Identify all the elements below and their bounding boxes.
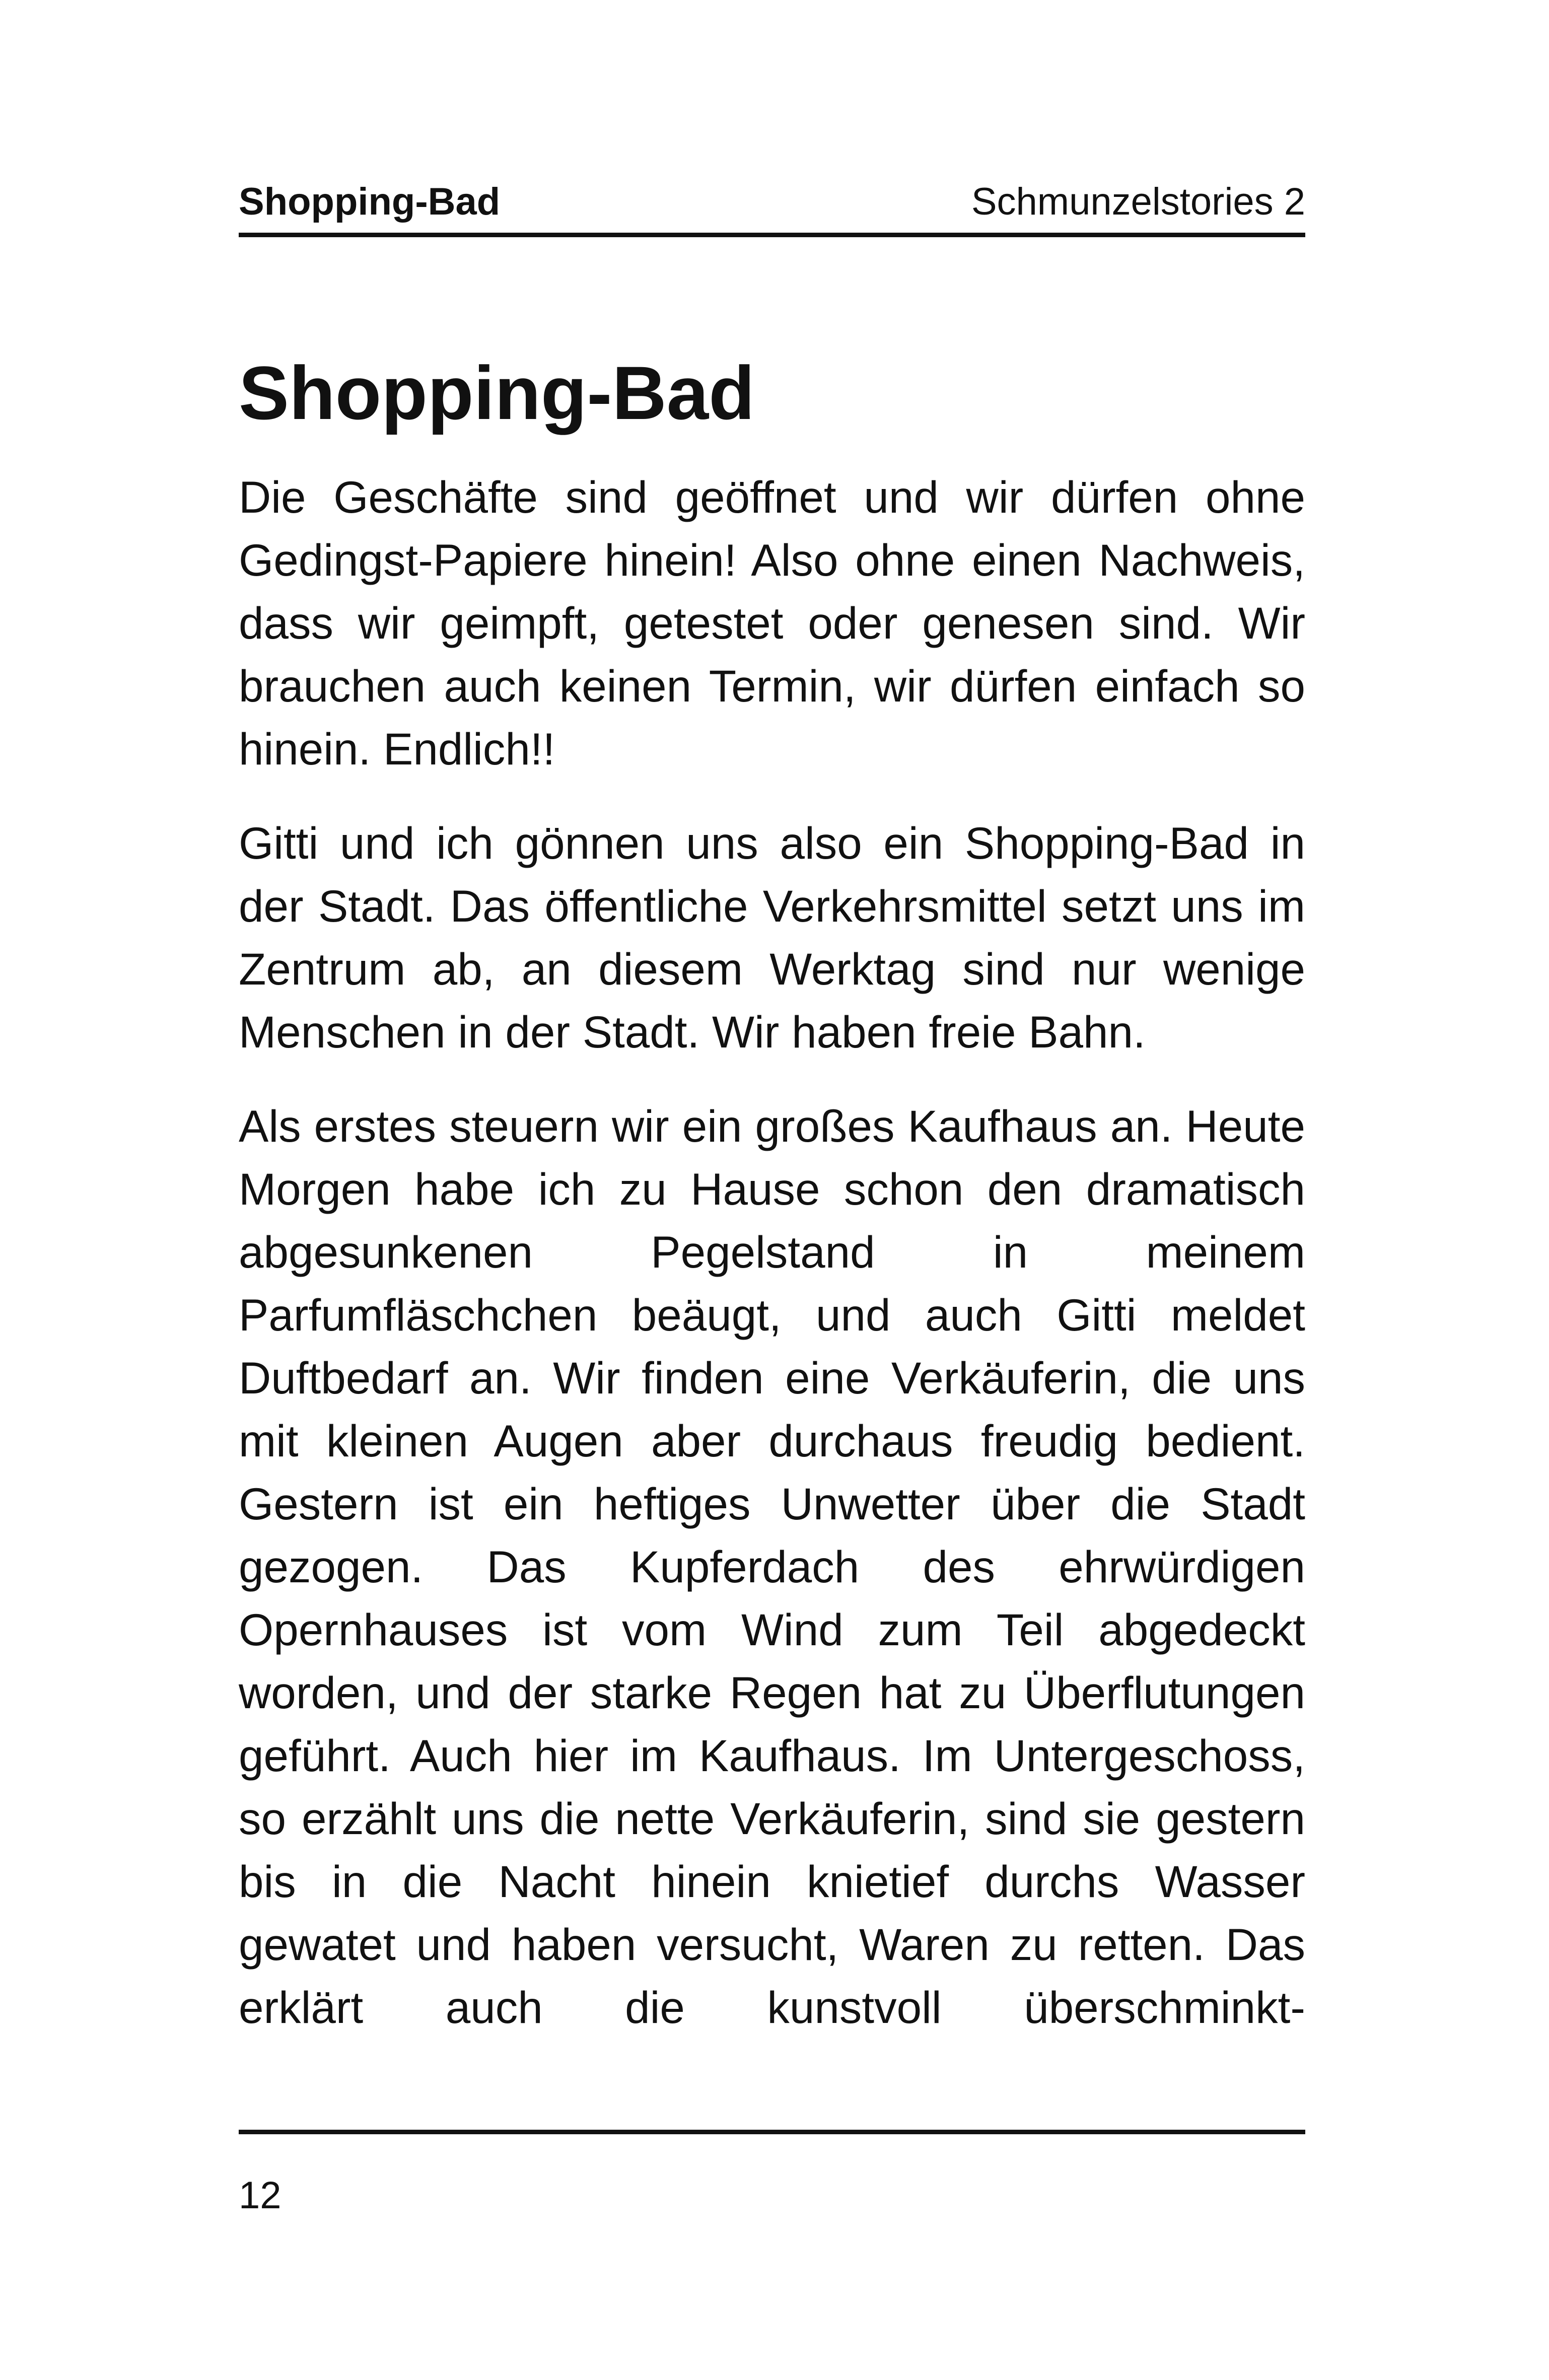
body-text bbox=[239, 466, 1305, 2070]
running-header-chapter: Shopping-Bad bbox=[239, 180, 501, 223]
paragraph-2: Gitti und ich gönnen uns also ein Shopping-Bad in der Stadt. Das öffentliche Verkehrsmittel setzt uns im Zentrum ab, an diesem Werktag sind nur wenige Menschen in der Stadt. Wir haben freie Bahn. bbox=[239, 818, 1305, 1057]
footer-rule bbox=[239, 2130, 1305, 2134]
running-header bbox=[239, 171, 1305, 232]
running-header-book-title: Schmunzelstories 2 bbox=[971, 180, 1305, 223]
chapter-title: Shopping-Bad bbox=[239, 351, 755, 435]
paragraph-3: Als erstes steuern wir ein großes Kaufhaus an. Heute Morgen habe ich zu Hause schon den dramatisch abgesunkenen Pegelstand in meinem Parfumfläschchen beäugt, und auch Gitti meldet Duftbedarf an. Wir finden eine Verkäuferin, die uns mit kleinen Augen aber durchaus freudig bedient. Gestern ist ein heftiges Unwetter über die Stadt gezogen. Das Kupferdach des ehrwürdigen Opernhauses ist vom Wind zum Teil abgedeckt worden, und der starke Regen hat zu Überflutungen geführt. Auch hier im Kaufhaus. Im Untergeschoss, so erzählt uns die nette Verkäuferin, sind sie gestern bis in die Nacht hinein knietief durchs Wasser gewatet und haben versucht, Waren zu retten. Das erklärt auch die kunstvoll überschminkt- bbox=[239, 1101, 1305, 2033]
header-rule bbox=[239, 233, 1305, 237]
page-number: 12 bbox=[239, 2174, 281, 2217]
paragraph-1: Die Geschäfte sind geöffnet und wir dürfen ohne Gedingst-Papiere hinein! Also ohne einen Nachweis, dass wir geimpft, getestet oder genesen sind. Wir brauchen auch keinen Termin, wir dürfen einfach so hinein. Endlich!! bbox=[239, 472, 1305, 774]
